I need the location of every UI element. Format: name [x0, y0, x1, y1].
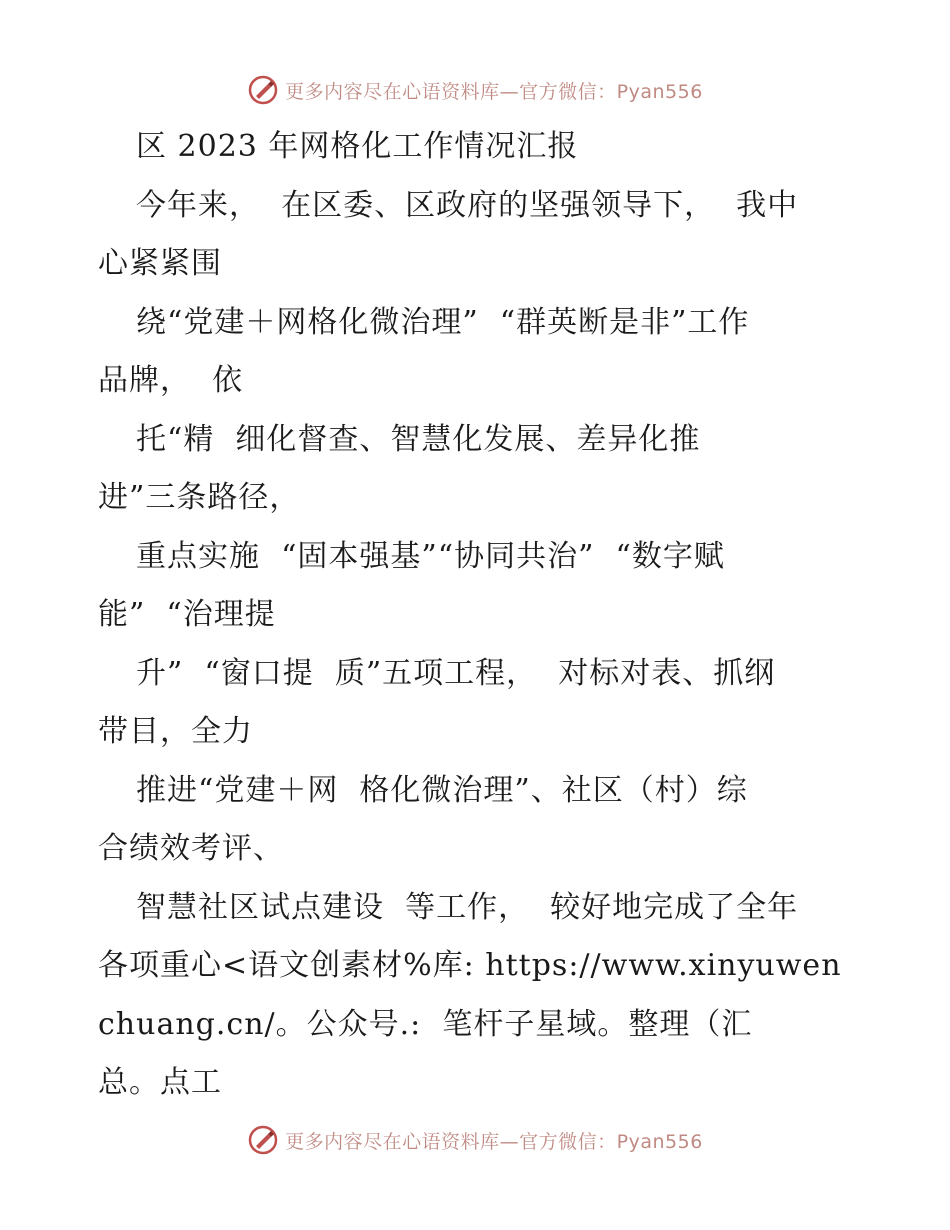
paragraph-line: 带目，全力: [98, 714, 253, 749]
paragraph-line: 绕“党建＋网格化微治理” “群英断是非”工作: [136, 304, 750, 340]
footer-watermark: [0, 1120, 950, 1160]
paragraph-line: chuang.cn/。公众号.: 笔杆子星域。整理（汇: [98, 1006, 753, 1042]
pen-seal-icon: [247, 74, 279, 106]
paragraph-line: 升” “窗口提 质”五项工程， 对标对表、抓纲: [136, 655, 776, 691]
paragraph-line: 品牌， 依: [98, 363, 244, 398]
paragraph-line: 进”三条路径，: [98, 480, 301, 515]
pen-seal-icon: [247, 1124, 279, 1156]
paragraph-line: 今年来， 在区委、区政府的坚强领导下， 我中: [136, 187, 799, 223]
watermark-text: 更多内容尽在心语资料库—官方微信：Pyan556: [285, 80, 703, 103]
watermark-text: 更多内容尽在心语资料库—官方微信：Pyan556: [285, 1130, 703, 1153]
document-body: [98, 118, 858, 1113]
paragraph-line: 智慧社区试点建设 等工作， 较好地完成了全年: [136, 889, 799, 925]
paragraph-line: 推进“党建＋网 格化微治理”、社区（村）综: [136, 772, 748, 808]
paragraph-line: 合绩效考评、: [98, 831, 284, 866]
paragraph-line: 能” “治理提: [98, 597, 276, 632]
paragraph-line: 心紧紧围: [98, 246, 222, 281]
paragraph-line: 托“精 细化督查、智慧化发展、差异化推: [136, 421, 701, 457]
paragraph-line: 区 2023 年网格化工作情况汇报: [136, 129, 579, 164]
paragraph-line: 各项重心<语文创素材%库: https://www.xinyuwen: [98, 948, 842, 983]
paragraph-line: 重点实施 “固本强基”“协同共治” “数字赋: [136, 538, 725, 574]
header-watermark: [0, 70, 950, 110]
paragraph-line: 总。点工: [98, 1065, 222, 1100]
